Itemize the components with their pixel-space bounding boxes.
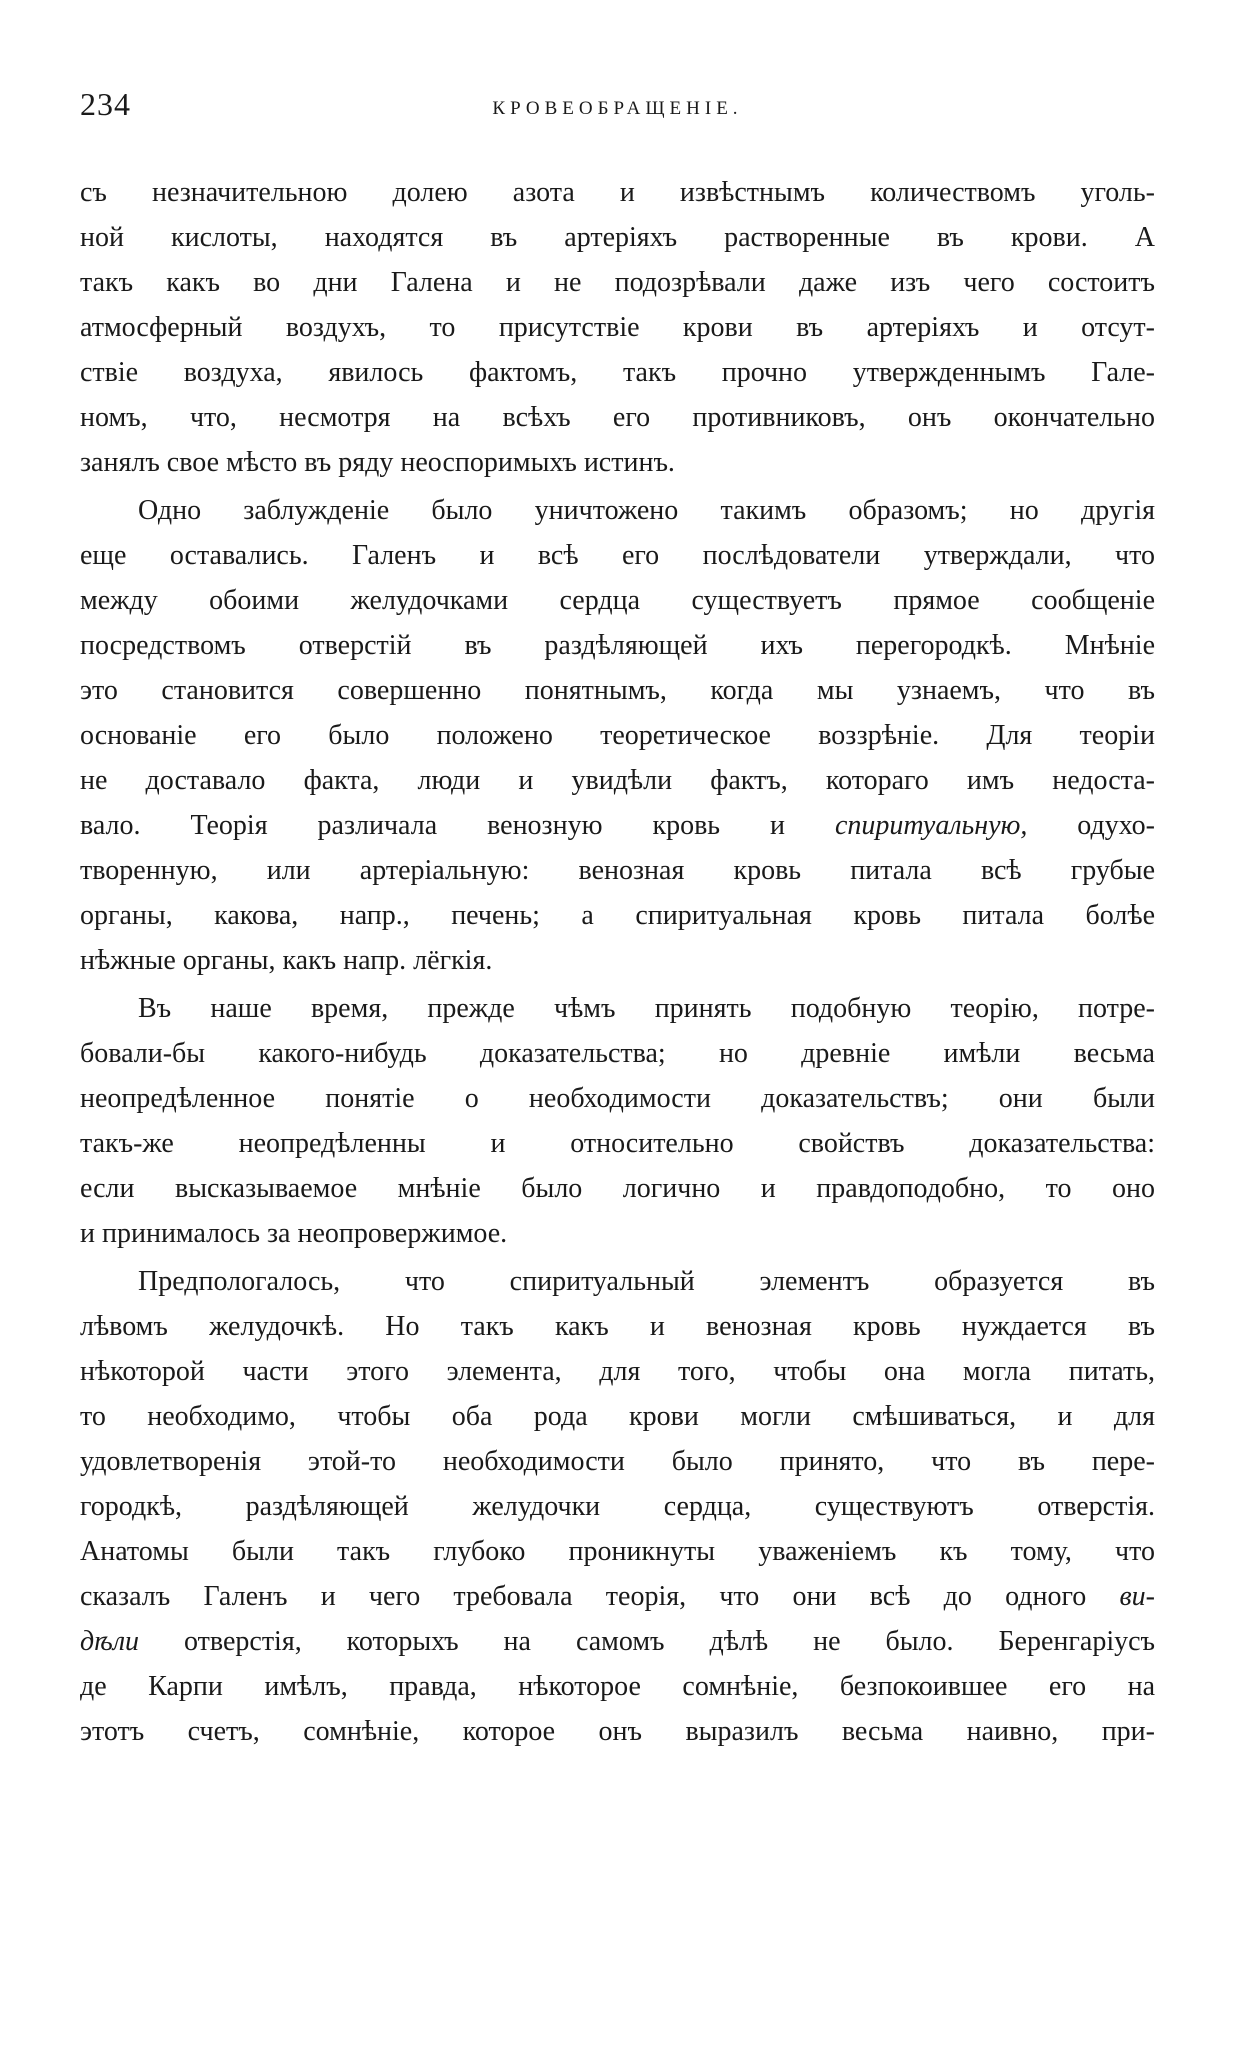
text-line: лѣвомъ желудочкѣ. Но такъ какъ и венозная кровь нуждается въ	[80, 1311, 1155, 1342]
text-line: основаніе его было положено теоретическое воззрѣніе. Для теоріи	[80, 720, 1155, 751]
text-line: ной кислоты, находятся въ артеріяхъ растворенные въ крови. А	[80, 222, 1155, 253]
italic-term: дѣли	[80, 1626, 140, 1657]
text-line: занялъ свое мѣсто въ ряду неоспоримыхъ истинъ.	[80, 447, 675, 478]
body-text	[80, 170, 1155, 1754]
italic-term: ви-	[1119, 1581, 1155, 1612]
text-line: бовали-бы какого-нибудь доказательства; но древніе имѣли весьма	[80, 1038, 1155, 1069]
text-line: ствіе воздуха, явилось фактомъ, такъ прочно утвержденнымъ Гале-	[80, 357, 1155, 388]
text-line: и принималось за неопровержимое.	[80, 1218, 508, 1249]
text-line: такъ какъ во дни Галена и не подозрѣвали даже изъ чего состоитъ	[80, 267, 1155, 298]
text-line: такъ-же неопредѣленны и относительно свойствъ доказательства:	[80, 1128, 1155, 1159]
text-line: атмосферный воздухъ, то присутствіе крови въ артеріяхъ и отсут-	[80, 312, 1155, 343]
text-line: посредствомъ отверстій въ раздѣляющей ихъ перегородкѣ. Мнѣніе	[80, 630, 1155, 661]
text-line: неопредѣленное понятіе о необходимости доказательствъ; они были	[80, 1083, 1155, 1114]
text-line: Анатомы были такъ глубоко проникнуты уваженіемъ къ тому, что	[80, 1536, 1155, 1567]
text-line: не доставало факта, люди и увидѣли фактъ, котораго имъ недоста-	[80, 765, 1155, 796]
text-line: творенную, или артеріальную: венозная кровь питала всѣ грубые	[80, 855, 1155, 886]
text-line: сказалъ Галенъ и чего требовала теорія, что они всѣ до одного ви-	[80, 1581, 1155, 1612]
text-line: Одно заблужденіе было уничтожено такимъ образомъ; но другія	[138, 495, 1155, 526]
text-line: нѣкоторой части этого элемента, для того, чтобы она могла питать,	[80, 1356, 1155, 1387]
text-line: органы, какова, напр., печень; а спиритуальная кровь питала болѣе	[80, 900, 1155, 931]
page-number: 234	[80, 86, 131, 122]
text-line: это становится совершенно понятнымъ, когда мы узнаемъ, что въ	[80, 675, 1155, 706]
text-line: Предпологалось, что спиритуальный элементъ образуется въ	[138, 1266, 1155, 1297]
italic-term: спиритуальную,	[834, 810, 1028, 841]
running-title: КРОВЕОБРАЩЕНІЕ.	[492, 98, 743, 119]
text-line: вало. Теорія различала венозную кровь и спиритуальную, одухо-	[80, 810, 1155, 841]
text-line: дѣли отверстія, которыхъ на самомъ дѣлѣ не было. Беренгаріусъ	[80, 1626, 1155, 1657]
text-line: нѣжные органы, какъ напр. лёгкія.	[80, 945, 493, 976]
text-line: то необходимо, чтобы оба рода крови могли смѣшиваться, и для	[80, 1401, 1155, 1432]
text-line: де Карпи имѣлъ, правда, нѣкоторое сомнѣніе, безпокоившее его на	[80, 1671, 1155, 1702]
text-line: номъ, что, несмотря на всѣхъ его противниковъ, онъ окончательно	[80, 402, 1155, 433]
text-line: Въ наше время, прежде чѣмъ принять подобную теорію, потре-	[138, 993, 1155, 1024]
text-line: еще оставались. Галенъ и всѣ его послѣдователи утверждали, что	[80, 540, 1155, 571]
text-line: этотъ счетъ, сомнѣніе, которое онъ выразилъ весьма наивно, при-	[80, 1716, 1155, 1747]
page-header	[80, 86, 1155, 132]
text-line: удовлетворенія этой-то необходимости было принято, что въ пере-	[80, 1446, 1155, 1477]
text-line: между обоими желудочками сердца существуетъ прямое сообщеніе	[80, 585, 1155, 616]
text-line: если высказываемое мнѣніе было логично и правдоподобно, то оно	[80, 1173, 1155, 1204]
text-line: городкѣ, раздѣляющей желудочки сердца, существуютъ отверстія.	[80, 1491, 1155, 1522]
text-line: съ незначительною долею азота и извѣстнымъ количествомъ уголь-	[80, 177, 1155, 208]
